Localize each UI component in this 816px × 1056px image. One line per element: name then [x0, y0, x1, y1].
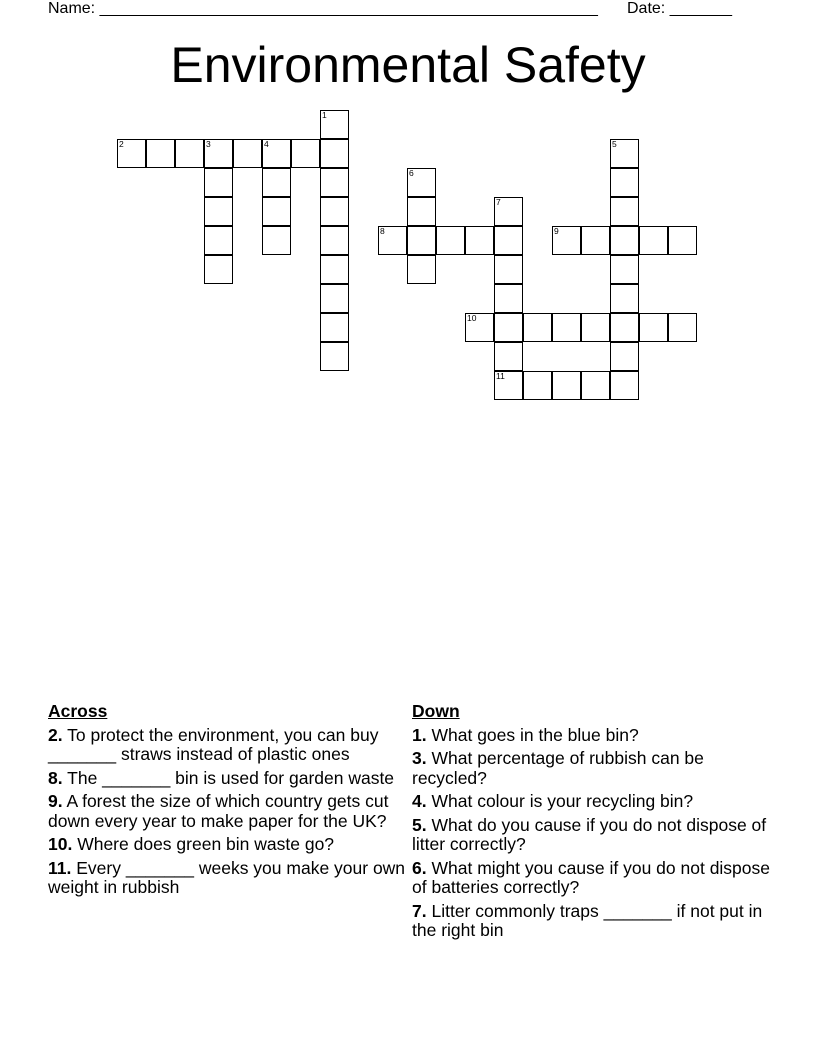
crossword-cell[interactable] — [204, 197, 233, 226]
name-field-label: Name: ________________________________________________________ — [48, 0, 598, 17]
clue-item-number: 6. — [412, 857, 427, 878]
crossword-cell[interactable] — [610, 313, 639, 342]
crossword-cell[interactable] — [581, 313, 610, 342]
crossword-cell[interactable] — [146, 139, 175, 168]
clue-item — [412, 792, 772, 812]
clue-number: 3 — [206, 139, 211, 149]
crossword-cell[interactable] — [262, 226, 291, 255]
crossword-cell[interactable] — [378, 226, 407, 255]
crossword-cell[interactable] — [465, 313, 494, 342]
clue-number: 8 — [380, 226, 385, 236]
clue-item-number: 4. — [412, 791, 427, 811]
clue-item-text: What might you cause if you do not dispose of batteries correctly? — [412, 857, 771, 897]
crossword-cell[interactable] — [610, 139, 639, 168]
crossword-cell[interactable] — [494, 226, 523, 255]
crossword-cell[interactable] — [320, 342, 349, 371]
crossword-cell[interactable] — [320, 226, 349, 255]
clue-item — [412, 726, 772, 746]
crossword-cell[interactable] — [494, 197, 523, 226]
crossword-cell[interactable] — [407, 226, 436, 255]
crossword-cell[interactable] — [175, 139, 204, 168]
crossword-cell[interactable] — [552, 371, 581, 400]
down-clues — [412, 702, 772, 945]
clue-item-text: What goes in the blue bin? — [431, 724, 639, 745]
clue-number: 9 — [554, 226, 559, 236]
crossword-cell[interactable] — [262, 139, 291, 168]
crossword-cell[interactable] — [668, 226, 697, 255]
down-clue-list — [412, 726, 772, 941]
clue-item — [412, 902, 772, 941]
clue-number: 4 — [264, 139, 269, 149]
clue-item-text: A forest the size of which country gets cut down every year to make paper for the UK? — [48, 791, 389, 831]
clue-item-text: To protect the environment, you can buy _______ straws instead of plastic ones — [48, 724, 379, 764]
crossword-cell[interactable] — [204, 168, 233, 197]
clue-item-number: 2. — [48, 724, 63, 745]
crossword-cell[interactable] — [581, 226, 610, 255]
page-title: Environmental Safety — [170, 37, 646, 93]
clue-number: 1 — [322, 110, 327, 120]
crossword-cell[interactable] — [320, 168, 349, 197]
clue-item — [48, 859, 408, 898]
clue-item — [412, 749, 772, 788]
crossword-cell[interactable] — [494, 284, 523, 313]
crossword-cell[interactable] — [494, 313, 523, 342]
clue-item-text: Every _______ weeks you make your own weight in rubbish — [48, 857, 406, 897]
down-heading: Down — [412, 701, 460, 721]
crossword-cell[interactable] — [610, 255, 639, 284]
crossword-cell[interactable] — [523, 371, 552, 400]
crossword-cell[interactable] — [291, 139, 320, 168]
clue-item-text: The _______ bin is used for garden waste — [67, 767, 395, 788]
clue-item-number: 11. — [48, 857, 72, 878]
crossword-cell[interactable] — [523, 313, 552, 342]
crossword-cell[interactable] — [320, 197, 349, 226]
crossword-cell[interactable] — [262, 168, 291, 197]
crossword-cell[interactable] — [610, 226, 639, 255]
crossword-cell[interactable] — [639, 313, 668, 342]
clue-item-number: 7. — [412, 900, 427, 921]
clue-item-number: 3. — [412, 748, 427, 768]
clue-item-number: 10. — [48, 834, 73, 854]
crossword-cell[interactable] — [320, 284, 349, 313]
crossword-cell[interactable] — [262, 197, 291, 226]
across-heading: Across — [48, 701, 108, 721]
clue-item — [48, 726, 408, 765]
clue-item-text: What percentage of rubbish can be recycled? — [412, 748, 704, 788]
clue-item-number: 5. — [412, 814, 427, 835]
clue-item-text: Where does green bin waste go? — [77, 834, 335, 854]
crossword-cell[interactable] — [320, 255, 349, 284]
crossword-cell[interactable] — [552, 313, 581, 342]
clue-item — [412, 859, 772, 898]
crossword-cell[interactable] — [117, 139, 146, 168]
clue-item-number: 9. — [48, 791, 63, 811]
clue-number: 11 — [496, 371, 505, 381]
crossword-cell[interactable] — [320, 139, 349, 168]
crossword-cell[interactable] — [552, 226, 581, 255]
crossword-cell[interactable] — [494, 371, 523, 400]
clue-item — [48, 769, 408, 789]
crossword-cell[interactable] — [233, 139, 262, 168]
crossword-cell[interactable] — [436, 226, 465, 255]
crossword-cell[interactable] — [668, 313, 697, 342]
crossword-cell[interactable] — [639, 226, 668, 255]
clue-item-text: What do you cause if you do not dispose of litter correctly? — [412, 814, 767, 854]
crossword-cell[interactable] — [494, 255, 523, 284]
clue-number: 2 — [119, 139, 124, 149]
across-clue-list — [48, 726, 408, 898]
crossword-cell[interactable] — [494, 342, 523, 371]
clue-item-text: Litter commonly traps _______ if not put in the right bin — [412, 900, 763, 940]
date-field-label: Date: _______ — [627, 0, 732, 17]
crossword-cell[interactable] — [204, 226, 233, 255]
crossword-cell[interactable] — [320, 313, 349, 342]
crossword-cell[interactable] — [204, 255, 233, 284]
crossword-cell[interactable] — [610, 197, 639, 226]
clue-item — [48, 792, 408, 831]
crossword-cell[interactable] — [320, 110, 349, 139]
clue-number: 5 — [612, 139, 617, 149]
crossword-cell[interactable] — [610, 168, 639, 197]
clue-item-number: 1. — [412, 724, 427, 745]
across-clues — [48, 702, 408, 902]
clue-item — [48, 835, 408, 855]
clue-item-text: What colour is your recycling bin? — [431, 791, 694, 811]
crossword-cell[interactable] — [610, 284, 639, 313]
clue-number: 10 — [467, 313, 477, 323]
crossword-cell[interactable] — [610, 371, 639, 400]
crossword-cell[interactable] — [204, 139, 233, 168]
clue-item — [412, 816, 772, 855]
crossword-cell[interactable] — [465, 226, 494, 255]
crossword-cell[interactable] — [610, 342, 639, 371]
crossword-cell[interactable] — [407, 197, 436, 226]
crossword-cell[interactable] — [581, 371, 610, 400]
clue-number: 7 — [496, 197, 501, 207]
crossword-cell[interactable] — [407, 168, 436, 197]
clue-number: 6 — [409, 168, 414, 178]
clue-item-number: 8. — [48, 767, 63, 788]
crossword-cell[interactable] — [407, 255, 436, 284]
